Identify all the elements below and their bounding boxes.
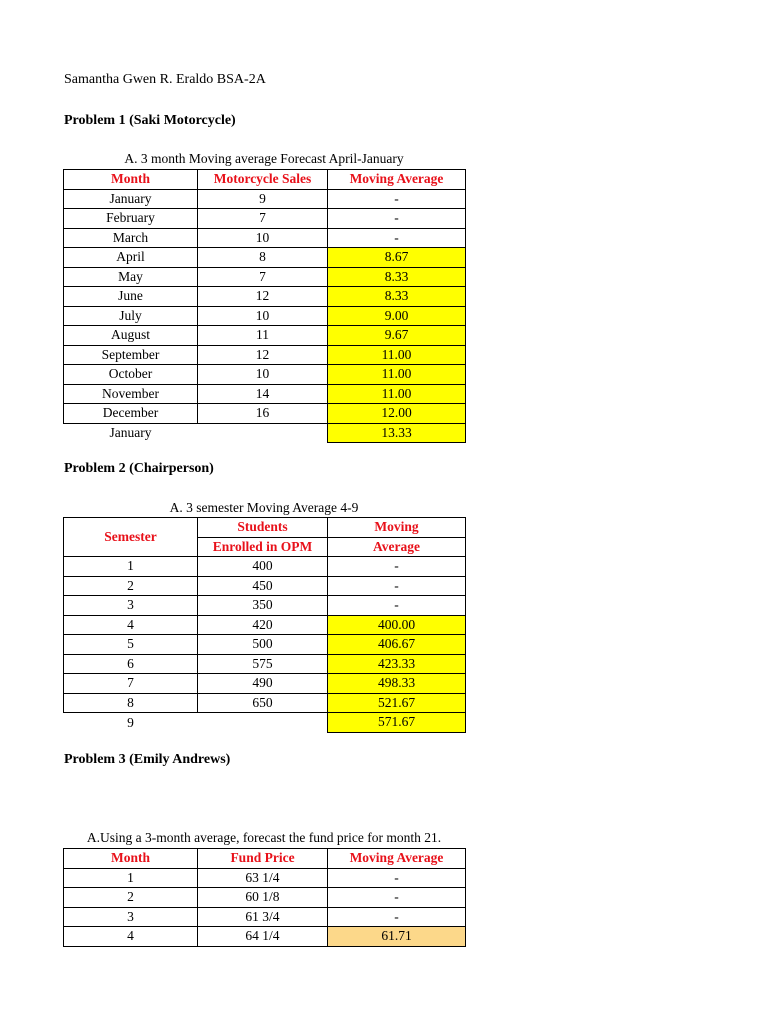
moving-average-cell: 61.71 (328, 927, 466, 947)
moving-average-cell: - (328, 596, 466, 616)
column-header-students-line1: Students (198, 518, 328, 538)
month-cell: 3 (64, 907, 198, 927)
moving-average-cell: - (328, 557, 466, 577)
moving-average-cell: 498.33 (328, 674, 466, 694)
column-header-month: Month (64, 849, 198, 869)
column-header-fund-price: Fund Price (198, 849, 328, 869)
sales-cell: 10 (198, 306, 328, 326)
table-row (64, 654, 466, 674)
fund-price-cell: 60 1/8 (198, 888, 328, 908)
table-row (64, 888, 466, 908)
students-cell: 490 (198, 674, 328, 694)
moving-average-cell: 8.33 (328, 287, 466, 307)
moving-average-cell: 400.00 (328, 615, 466, 635)
problem1-table (63, 169, 466, 443)
fund-price-cell: 61 3/4 (198, 907, 328, 927)
problem3-table (63, 848, 466, 947)
students-cell (198, 713, 328, 733)
column-header-semester: Semester (64, 518, 198, 557)
sales-cell (198, 423, 328, 443)
table-row (64, 596, 466, 616)
moving-average-cell: - (328, 907, 466, 927)
month-cell: 2 (64, 888, 198, 908)
students-cell: 650 (198, 693, 328, 713)
table-row (64, 693, 466, 713)
month-cell: 4 (64, 927, 198, 947)
month-cell: January (64, 189, 198, 209)
students-cell: 350 (198, 596, 328, 616)
students-cell: 500 (198, 635, 328, 655)
sales-cell: 12 (198, 345, 328, 365)
month-cell: September (64, 345, 198, 365)
month-cell: October (64, 365, 198, 385)
students-cell: 450 (198, 576, 328, 596)
sales-cell: 8 (198, 248, 328, 268)
moving-average-cell: 11.00 (328, 365, 466, 385)
moving-average-cell: - (328, 888, 466, 908)
problem1-caption: A. 3 month Moving average Forecast April-January (124, 151, 404, 166)
month-cell: December (64, 404, 198, 424)
table-row (64, 267, 466, 287)
moving-average-cell: 423.33 (328, 654, 466, 674)
moving-average-cell: - (328, 228, 466, 248)
sales-cell: 9 (198, 189, 328, 209)
column-header-moving-line1: Moving (328, 518, 466, 538)
table-header-row (64, 170, 466, 190)
forecast-cell: 13.33 (328, 423, 466, 443)
problem3-caption: A.Using a 3-month average, forecast the fund price for month 21. (86, 830, 442, 845)
month-cell: 1 (64, 868, 198, 888)
month-cell: January (109, 425, 152, 440)
fund-price-cell: 64 1/4 (198, 927, 328, 947)
column-header-moving-average: Moving Average (328, 170, 466, 190)
table-row (64, 635, 466, 655)
table-row (64, 927, 466, 947)
month-cell: August (64, 326, 198, 346)
moving-average-cell: - (328, 209, 466, 229)
table-row (64, 365, 466, 385)
students-cell: 420 (198, 615, 328, 635)
moving-average-cell: 9.67 (328, 326, 466, 346)
semester-cell: 6 (64, 654, 198, 674)
moving-average-cell: 11.00 (328, 384, 466, 404)
semester-cell: 7 (64, 674, 198, 694)
column-header-students-line2: Enrolled in OPM (198, 537, 328, 557)
month-cell: April (64, 248, 198, 268)
moving-average-cell: - (328, 868, 466, 888)
table-row (64, 404, 466, 424)
sales-cell: 7 (198, 267, 328, 287)
table-row (64, 615, 466, 635)
semester-cell: 2 (64, 576, 198, 596)
month-cell: July (64, 306, 198, 326)
problem1-title: Problem 1 (Saki Motorcycle) (64, 113, 236, 128)
table-row (64, 209, 466, 229)
moving-average-cell: 12.00 (328, 404, 466, 424)
month-cell: June (64, 287, 198, 307)
fund-price-cell: 63 1/4 (198, 868, 328, 888)
moving-average-cell: 521.67 (328, 693, 466, 713)
sales-cell: 11 (198, 326, 328, 346)
column-header-moving-line2: Average (328, 537, 466, 557)
table-row (64, 189, 466, 209)
forecast-row (64, 713, 466, 733)
table-row (64, 228, 466, 248)
moving-average-cell: 406.67 (328, 635, 466, 655)
semester-cell: 5 (64, 635, 198, 655)
problem3-title: Problem 3 (Emily Andrews) (64, 752, 231, 767)
table-row (64, 674, 466, 694)
students-cell: 575 (198, 654, 328, 674)
table-row (64, 557, 466, 577)
forecast-cell: 571.67 (328, 713, 466, 733)
column-header-month: Month (64, 170, 198, 190)
moving-average-cell: 11.00 (328, 345, 466, 365)
problem2-caption: A. 3 semester Moving Average 4-9 (169, 500, 359, 515)
sales-cell: 7 (198, 209, 328, 229)
table-row (64, 326, 466, 346)
semester-cell: 9 (127, 714, 134, 730)
table-row (64, 868, 466, 888)
table-header-row (64, 849, 466, 869)
author-line: Samantha Gwen R. Eraldo BSA-2A (64, 72, 266, 87)
semester-cell: 4 (64, 615, 198, 635)
column-header-moving-average: Moving Average (328, 849, 466, 869)
table-row (64, 306, 466, 326)
month-cell: February (64, 209, 198, 229)
sales-cell: 16 (198, 404, 328, 424)
semester-cell: 1 (64, 557, 198, 577)
table-header-row (64, 518, 466, 538)
moving-average-cell: 8.67 (328, 248, 466, 268)
problem2-title: Problem 2 (Chairperson) (64, 461, 214, 476)
table-row (64, 287, 466, 307)
sales-cell: 14 (198, 384, 328, 404)
problem2-table (63, 517, 466, 733)
table-row (64, 248, 466, 268)
column-header-sales: Motorcycle Sales (198, 170, 328, 190)
moving-average-cell: - (328, 189, 466, 209)
moving-average-cell: 8.33 (328, 267, 466, 287)
semester-cell: 3 (64, 596, 198, 616)
month-cell: March (64, 228, 198, 248)
table-row (64, 384, 466, 404)
moving-average-cell: 9.00 (328, 306, 466, 326)
table-row (64, 345, 466, 365)
forecast-row (64, 423, 466, 443)
sales-cell: 10 (198, 228, 328, 248)
semester-cell: 8 (64, 693, 198, 713)
sales-cell: 10 (198, 365, 328, 385)
students-cell: 400 (198, 557, 328, 577)
sales-cell: 12 (198, 287, 328, 307)
moving-average-cell: - (328, 576, 466, 596)
month-cell: May (64, 267, 198, 287)
table-row (64, 907, 466, 927)
table-row (64, 576, 466, 596)
month-cell: November (64, 384, 198, 404)
